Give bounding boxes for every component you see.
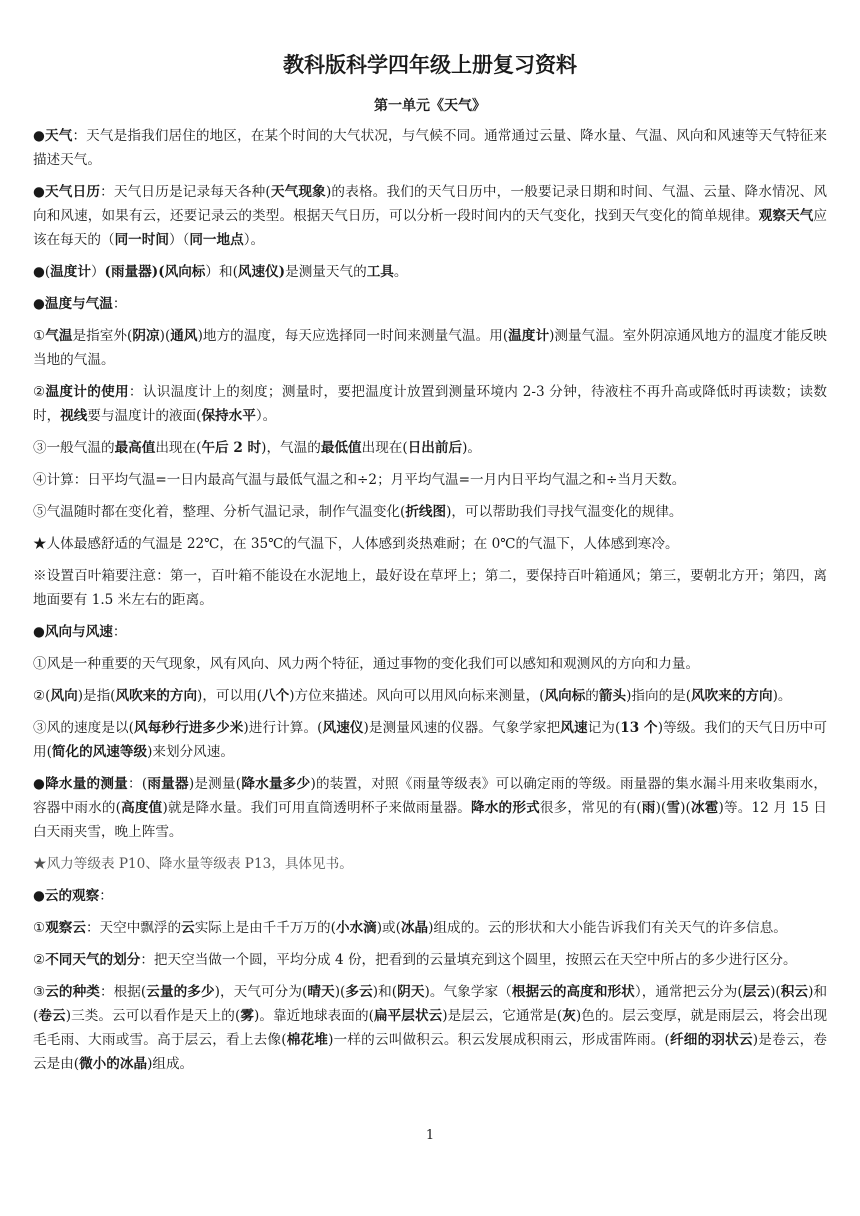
bold-text: 温度计 — [50, 264, 91, 280]
text-run: ： — [99, 888, 113, 904]
text-run: 要与温度计的液面( — [87, 408, 202, 424]
bold-text: 八个 — [262, 688, 290, 704]
text-run: )( — [655, 800, 667, 816]
text-run: ） — [90, 264, 105, 280]
text-run: 很多，常见的有( — [539, 800, 642, 816]
text-run: )测量气温。室外阴凉通风地方的温度才能反映当地的气温。 — [33, 328, 828, 368]
bold-text: 阴天 — [397, 984, 425, 1000]
paragraph — [33, 652, 827, 676]
bold-text: ●天气日历 — [33, 184, 101, 200]
text-run: )指向的是( — [626, 688, 692, 704]
text-run: )是指( — [77, 688, 116, 704]
text-run: )和( — [33, 984, 828, 1024]
text-run: 记为( — [587, 720, 621, 736]
bold-text: 同一时间 — [114, 232, 169, 248]
bold-text: 冰晶 — [400, 920, 429, 936]
text-run: 是指室外( — [72, 328, 133, 344]
text-run: )色的。层云变厚，就是雨层云，将会出现毛毛雨、大雨或雪。高于层云，看上去像( — [33, 1008, 828, 1048]
text-run: )( — [334, 984, 346, 1000]
text-run: )三类。云可以看作是天上的( — [65, 1008, 241, 1024]
bold-text: ●降水量的测量 — [33, 776, 128, 792]
paragraph — [33, 292, 827, 316]
bold-text: ●云的观察 — [33, 888, 100, 904]
paragraph — [33, 948, 827, 972]
bold-text: 棉花堆 — [286, 1032, 329, 1048]
bold-text: 雨量器 — [147, 776, 189, 792]
paragraph — [33, 260, 827, 284]
bold-text: 降水的形式 — [471, 800, 540, 816]
bold-text: 箭头 — [598, 688, 627, 704]
text-run: ●( — [33, 264, 51, 280]
bold-text: (雨量器)(风向标 — [104, 264, 206, 280]
bold-text: 风速仪 — [322, 720, 364, 736]
text-run: )方位来描述。风向可以用风向标来测量，( — [289, 688, 545, 704]
text-run: ② — [33, 952, 46, 968]
paragraph — [33, 772, 827, 844]
text-run: )，气温的 — [261, 440, 321, 456]
text-run: )是卷云，卷云是由( — [33, 1032, 827, 1072]
paragraph — [33, 180, 827, 252]
bold-text: ●风向与风速 — [33, 624, 113, 640]
bold-text: 风向 — [50, 688, 78, 704]
bold-text: 最高值 — [114, 440, 156, 456]
text-run: )是层云，它通常是( — [442, 1008, 563, 1024]
text-run: ③风的速度是以( — [33, 720, 134, 736]
bold-text: 视线 — [60, 408, 88, 424]
text-run: )地方的温度，每天应选择同一时间来测量气温。用( — [197, 328, 509, 344]
text-run: ① — [33, 920, 46, 936]
text-run: )来划分风速。 — [147, 744, 234, 760]
bold-text: 不同天气的划分 — [45, 952, 141, 968]
bold-text: 简化的风速等级 — [51, 744, 148, 760]
text-run: ② — [33, 384, 46, 400]
bold-text: 气温 — [45, 328, 73, 344]
text-run: )或( — [376, 920, 401, 936]
paragraph — [33, 124, 827, 172]
text-run: )组成的。云的形状和大小能告诉我们有关天气的许多信息。 — [428, 920, 787, 936]
text-run: ： — [112, 624, 127, 640]
text-run: )。 — [462, 440, 481, 456]
bold-text: 风速 — [560, 720, 588, 736]
paragraph — [33, 436, 827, 460]
text-run: )。靠近地球表面的( — [253, 1008, 374, 1024]
bold-text: 同一地点 — [189, 232, 244, 248]
text-run: )( — [159, 328, 171, 344]
text-run: ）。 — [255, 408, 277, 424]
text-run: )和( — [372, 984, 398, 1000]
bold-text: 阴凉 — [132, 328, 160, 344]
text-run: )的装置，对照《雨量等级表》可以确定雨的等级。雨量器的集水漏斗用来收集雨水，容器中雨水的( — [33, 776, 828, 816]
text-run: ：认识温度计上的刻度；测量时，要把温度计放置到测量环境内 2-3 分钟，待液柱不再升高或降低时再读数；读数时， — [33, 384, 828, 424]
bold-text: 降水量多少 — [241, 776, 311, 792]
bold-text: 风向标 — [544, 688, 586, 704]
text-run: ★风力等级表 P10、降水量等级表 P13，具体见书。 — [33, 856, 353, 872]
paragraph — [33, 884, 827, 908]
bold-text: 卷云 — [38, 1008, 66, 1024]
text-run: ①风是一种重要的天气现象，风有风向、风力两个特征，通过事物的变化我们可以感知和观测风的方向和力量。 — [33, 656, 700, 672]
text-run: ②( — [33, 688, 51, 704]
paragraph — [33, 468, 827, 492]
text-run: ★人体最感舒适的气温是 22℃，在 35℃的气温下，人体感到炎热难耐；在 0℃的气温下，人体感到寒冷。 — [33, 536, 679, 552]
bold-text: 云量的多少 — [146, 984, 215, 1000]
bold-text: 保持水平 — [201, 408, 256, 424]
text-run: ： — [112, 296, 127, 312]
page-number: 1 — [425, 1128, 435, 1143]
bold-text: 13 个 — [620, 720, 658, 736]
bold-text: 风吹来的方向 — [115, 688, 198, 704]
bold-text: 多云 — [345, 984, 373, 1000]
bold-text: 冰雹 — [690, 800, 719, 816]
bold-text: 灰 — [562, 1008, 576, 1024]
text-run: ：天气日历是记录每天各种( — [100, 184, 271, 200]
bold-text: 观察天气 — [758, 208, 814, 224]
paragraph — [33, 852, 827, 876]
text-run: ④计算：日平均气温=一日内最高气温与最低气温之和÷2；月平均气温=一月内日平均气温之和÷当月天数。 — [33, 472, 686, 488]
text-run: ③一般气温的 — [33, 440, 115, 456]
unit-heading: 第一单元《天气》 — [374, 98, 486, 114]
text-run: ），通常把云分为( — [634, 984, 743, 1000]
bold-text: 风吹来的方向 — [691, 688, 773, 704]
text-run: 。 — [393, 264, 408, 280]
text-run: ③ — [33, 984, 46, 1000]
bold-text: 折线图 — [405, 504, 447, 520]
text-run: ）（ — [168, 232, 190, 248]
paragraph — [33, 532, 827, 556]
text-run: )，可以用( — [197, 688, 263, 704]
bold-text: 天气现象 — [270, 184, 326, 200]
paragraph — [33, 500, 827, 524]
text-run: ：根据( — [99, 984, 147, 1000]
bold-text: 午后 2 时 — [201, 440, 262, 456]
text-run: )的表格。我们的天气日历中，一般要记录日期和时间、气温、云量、降水情况、风向和风速，如果有云，还要记录云的类型。根据天气日历，可以分析一段时间内的天气变化，找到天气变化的简单规律。 — [33, 184, 827, 224]
paragraph — [33, 684, 827, 708]
text-run: )，天气可分为( — [214, 984, 308, 1000]
paragraph — [33, 564, 827, 612]
bold-text: 最低值 — [320, 440, 362, 456]
bold-text: 根据云的高度和形状 — [511, 984, 635, 1000]
bold-text: 云的种类 — [45, 984, 100, 1000]
text-run: )，可以帮助我们寻找气温变化的规律。 — [446, 504, 683, 520]
text-run: ① — [33, 328, 46, 344]
text-run: )一样的云叫做积云。积云发展成积雨云，形成雷阵雨。( — [328, 1032, 670, 1048]
bold-text: 云 — [181, 920, 195, 936]
text-run: 的 — [585, 688, 599, 704]
text-run: ：天空中飘浮的 — [85, 920, 182, 936]
bold-text: 晴天 — [307, 984, 335, 1000]
text-run: )等级。我们的天气日历中可用( — [33, 720, 828, 760]
text-run: )( — [770, 984, 781, 1000]
bold-text: 微小的冰晶 — [79, 1056, 148, 1072]
bold-text: ●天气 — [33, 128, 73, 144]
text-run: 实际上是由千千万万的( — [194, 920, 336, 936]
bold-text: 风每秒行进多少米 — [133, 720, 244, 736]
bold-text: 高度值 — [120, 800, 163, 816]
text-run: 出现在( — [155, 440, 202, 456]
text-run: ⑤气温随时都在变化着，整理、分析气温记录，制作气温变化( — [33, 504, 406, 520]
text-run: 出现在( — [361, 440, 408, 456]
bold-text: 雪 — [666, 800, 681, 816]
bold-text: 日出前后 — [407, 440, 463, 456]
bold-text: 扁平层状云 — [373, 1008, 443, 1024]
bold-text: ●温度与气温 — [33, 296, 113, 312]
text-run: )是测量风速的仪器。气象学家把 — [363, 720, 561, 736]
bold-text: 观察云 — [45, 920, 86, 936]
text-run: ）和( — [205, 264, 238, 280]
text-run: ：把天空当做一个圆，平均分成 4 份，把看到的云量填充到这个圆里，按照云在天空中所占的多少进行区分。 — [140, 952, 797, 968]
paragraph — [33, 324, 827, 372]
paragraph — [33, 620, 827, 644]
bold-text: 温度计 — [508, 328, 550, 344]
bold-text: 积云 — [780, 984, 809, 1000]
text-run: 应该在每天的（ — [33, 208, 827, 248]
document-title: 教科版科学四年级上册复习资料 — [283, 52, 577, 77]
text-run: )( — [680, 800, 691, 816]
text-run: )。气象学家（ — [424, 984, 512, 1000]
text-run: )。 — [772, 688, 792, 704]
bold-text: 风速仪) — [237, 264, 286, 280]
bold-text: 纤细的羽状云 — [669, 1032, 753, 1048]
text-run: )进行计算。( — [243, 720, 323, 736]
bold-text: 雨 — [641, 800, 656, 816]
bold-text: 层云 — [742, 984, 771, 1000]
paragraph — [33, 716, 827, 764]
bold-text: 通风 — [170, 328, 198, 344]
text-run: )等。12 月 15 日白天雨夹雪，晚上阵雪。 — [33, 800, 828, 840]
text-run: ）。 — [243, 232, 265, 248]
bold-text: 雾 — [240, 1008, 254, 1024]
text-run: ※设置百叶箱要注意：第一，百叶箱不能设在水泥地上，最好设在草坪上；第二，要保持百叶箱通风；第三，要朝北方开；第四，离地面要有 1.5 米左右的距离。 — [33, 568, 827, 608]
text-run: )组成。 — [147, 1056, 194, 1072]
text-run: )就是降水量。我们可用直筒透明杯子来做雨量器。 — [162, 800, 471, 816]
bold-text: 工具 — [366, 264, 394, 280]
paragraph — [33, 980, 827, 1076]
bold-text: 小水滴 — [335, 920, 377, 936]
document-body — [33, 124, 827, 1084]
text-run: )是测量( — [188, 776, 242, 792]
paragraph — [33, 916, 827, 940]
text-run: ：( — [128, 776, 148, 792]
paragraph — [33, 380, 827, 428]
text-run: 是测量天气的 — [285, 264, 367, 280]
bold-text: 温度计的使用 — [45, 384, 129, 400]
text-run: ：天气是指我们居住的地区，在某个时间的大气状况，与气候不同。通常通过云量、降水量、气温、风向和风速等天气特征来描述天气。 — [33, 128, 827, 168]
